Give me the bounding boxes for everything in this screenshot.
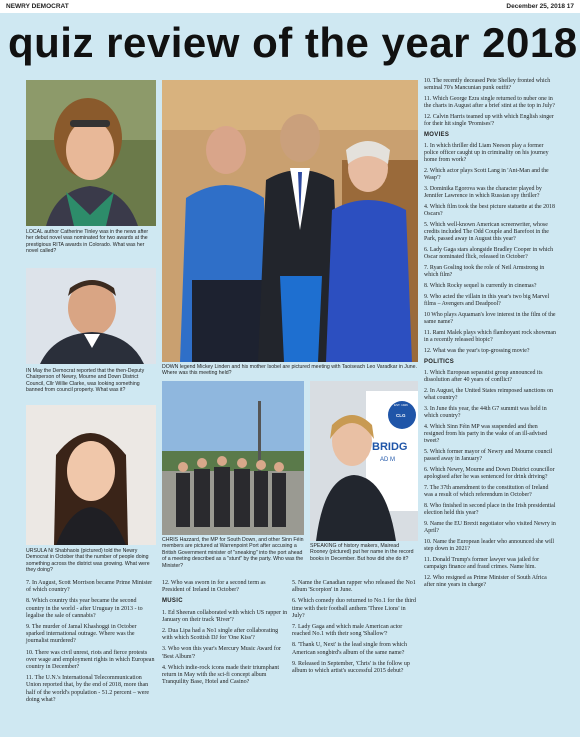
- photo-catherine-tinley: [26, 80, 156, 226]
- quiz-question: 4. Which Sinn Féin MP was suspended and then resigned from his party in the wake of an ill-advised tweet?: [424, 424, 548, 444]
- quiz-question: 7. In August, Scott Morrison became Prime Minister of which country?: [26, 580, 153, 594]
- quiz-question: 11. Rami Malek plays which flamboyant rock showman in a recently released biopic?: [424, 330, 556, 343]
- photo-mairead-rooney: [310, 381, 418, 541]
- caption-4: DOWN legend Mickey Linden and his mother Isobel are pictured meeting with Taoiseach Leo Varadkar in June. Where was this meeting held?: [162, 364, 417, 377]
- quiz-question: 8. Which country this year became the second country in the world - after Uruguay in 2013 - to legalise the sale of cannabis?: [26, 598, 143, 619]
- quiz-question: 9. Released in September, 'Chris' is the follow up album to which artist's successful 2015 debut?: [292, 660, 410, 675]
- section-heading-politics: POLITICS: [424, 359, 455, 365]
- quiz-question: 12. Calvin Harris teamed up with which English singer for their hit single 'Promises'?: [424, 114, 554, 127]
- column-music-2: [292, 580, 418, 679]
- caption-2: IN May the Democrat reported that the then-Deputy Chairperson of Newry, Mourne and Down District Council, Cllr Willie Clarke, was looking something banned from council property. What was it?: [26, 368, 145, 394]
- quiz-question: 11. Which George Ezra single returned to nuber one in the charts in August after a brief stint at the top in July?: [424, 96, 555, 109]
- quiz-question: 8. Which Rocky sequel is currently in cinemas?: [424, 283, 537, 289]
- quiz-question: 9. The murder of Jamal Khashoggi in October sparked international outrage. Where was the journalist murdered?: [26, 624, 137, 645]
- quiz-question: 1. In which thriller did Liam Neeson play a former police officer caught up in criminality on his journey home from work?: [424, 143, 549, 163]
- quiz-question: 8. 'Thank U, Next' is the lead single from which American songbird's album of the same name?: [292, 642, 407, 656]
- quiz-question: 9. Name the EU Brexit negotiator who visited Newry in April?: [424, 521, 556, 534]
- photo-ursula: [26, 405, 156, 545]
- quiz-question: 1. Ed Sheeran collaborated with which US rapper in January on their track 'River'?: [162, 609, 288, 623]
- column-music-1: [162, 580, 288, 690]
- sign-club-sub: AD M: [380, 457, 395, 463]
- quiz-question: 1. Which European separatist group announced its dissolution after 40 years of conflict?: [424, 370, 543, 383]
- quiz-question: 3. Who won this year's Mercury Music Award for 'Best Album'?: [162, 646, 281, 660]
- quiz-question: 6. Which Newry, Mourne and Down District councillor apologised after he was sentenced for drink driving?: [424, 467, 555, 480]
- quiz-question: 10. Name the European leader who announced she will step down in 2021?: [424, 539, 555, 552]
- issue-date-page: December 25, 2018 17: [506, 3, 574, 10]
- quiz-question: 7. Lady Gaga and which male American actor reached No.1 with their song 'Shallow'?: [292, 624, 403, 638]
- quiz-question: 5. Which well-known American screenwriter, whose credits included The Odd Couple and Barefoot in the Park, passed away in August this year?: [424, 222, 549, 242]
- caption-1: LOCAL author Catherine Tinley was in the news after her debut novel was nominated for two awards at the prestigious RITA awards in Colorado. What was her novel called?: [26, 229, 149, 255]
- quiz-question: 2. In August, the United States reimposed sanctions on what country?: [424, 388, 553, 401]
- section-heading-movies: MOVIES: [424, 132, 450, 138]
- quiz-question: 5. Name the Canadian rapper who released the No1 album 'Scorpion' in June.: [292, 580, 416, 594]
- caption-6: SPEAKING of history makers, Mairead Rooney (pictured) put her name in the record books in December. But how did she do it?: [310, 543, 414, 562]
- quiz-question: 9. Who acted the villain in this year's two big Marvel films – Avengers and Deadpool?: [424, 294, 550, 307]
- quiz-question: 4. Which film took the best picture statuette at the 2018 Oscars?: [424, 204, 555, 217]
- quiz-question: 7. The 37th amendment to the constitution of Ireland was a result of which referendum in October?: [424, 485, 549, 498]
- section-heading-music: MUSIC: [162, 598, 183, 605]
- quiz-question: 11. The U.N.'s International Telecommunication Union reported that, by the end of 2018, more than half of the world's population - 51.2 percent – were doing what?: [26, 675, 150, 703]
- photo-linden-varadkar: [162, 80, 418, 362]
- quiz-question: 6. Lady Gaga stars alongside Bradley Cooper in which Oscar nominated flick, released in October?: [424, 247, 554, 260]
- quiz-question: 5. Which former mayor of Newry and Mourne council passed away in January?: [424, 449, 553, 462]
- caption-3: URSULA Ní Shabhaois (pictured) told the Newry Democrat in October that the number of people doing something across the district was growing. What were they doing?: [26, 548, 150, 574]
- quiz-question: 10. The recently deceased Pete Shelley fronted which seminal 70's Mancunian punk outfit?: [424, 78, 551, 91]
- quiz-question: 10 Who plays Aquaman's love interest in the film of the same name?: [424, 312, 556, 325]
- column-world: [26, 580, 156, 708]
- quiz-question: 2. Which actor plays Scott Lang in 'Ant-Man and the Wasp'?: [424, 168, 549, 181]
- publication-name: NEWRY DEMOCRAT: [6, 3, 69, 10]
- quiz-question: 3. In June this year, the 44th G7 summit was held in which country?: [424, 406, 547, 419]
- quiz-question: 4. Which indie-rock icons made their triumphant return in May with the sci-fi concept album Tranquility Base, Hotel and Casino?: [162, 664, 280, 686]
- photo-sinn-fein-port: [162, 381, 304, 535]
- quiz-question: 8. Who finished in second place in the Irish presidential election held this year?: [424, 503, 556, 516]
- column-movies-politics: [424, 78, 556, 593]
- quiz-question: 12. What was the year's top-grossing movie?: [424, 348, 530, 354]
- quiz-question: 7. Ryan Gosling took the role of Neil Armstrong in which film?: [424, 265, 545, 278]
- quiz-question: 11. Donald Trump's former lawyer was jailed for campaign finance and fraud crimes. Name him.: [424, 557, 540, 570]
- quiz-question: 12. Who resigned as Prime Minister of South Africa after nine years in charge?: [424, 575, 547, 588]
- quiz-question: 3. Dominika Egorova was the character played by Jennifer Lawrence in which Russian spy thriller?: [424, 186, 542, 199]
- quiz-question: 12. Who was sworn in for a second term as President of Ireland in October?: [162, 580, 266, 594]
- page-title: quiz review of the year 2018: [8, 19, 578, 66]
- quiz-question: 10. There was civil unrest, riots and fierce protests over wage and employment rights in which European country in December?: [26, 649, 155, 671]
- quiz-question: 2. Dua Lipa had a No1 single after collaborating with which Scottish DJ for 'One Kiss'?: [162, 628, 279, 642]
- caption-5: CHRIS Hazzard, the MP for South Down, and other Sinn Féin members are pictured at Warrenpoint Port after accusing a British Government minister of "sneaking" into the port ahead of a meeting described as a "stunt" by the party. Who was the Minister?: [162, 537, 304, 569]
- sign-clg-text: CLG: [396, 413, 406, 418]
- sign-club-name: BRIDG: [372, 441, 408, 453]
- photo-willie-clarke: [26, 268, 156, 364]
- sign-est-text: EST. 1926: [394, 403, 408, 407]
- quiz-question: 6. Which comedy duo returned to No.1 for the third time with their football anthem 'Three Lions' in July?: [292, 598, 417, 619]
